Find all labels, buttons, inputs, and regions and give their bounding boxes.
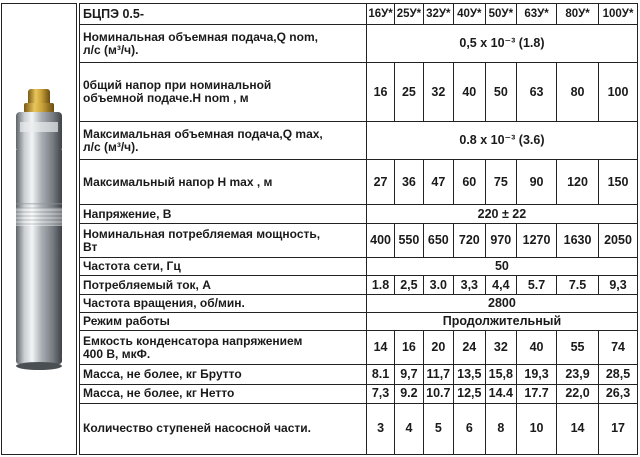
shared-value: 0,5 x 10⁻³ (1.8) xyxy=(366,25,637,63)
row-power xyxy=(80,224,638,258)
row-label xyxy=(80,25,367,63)
cell-value: 11,7 xyxy=(423,365,453,384)
table-title: БЦПЭ 0.5- xyxy=(80,4,367,25)
cell-value: 3,3 xyxy=(454,276,486,294)
row-mass-net xyxy=(80,384,638,403)
cell-value: 22,0 xyxy=(557,384,599,403)
row-label: Масса, не более, кг Нетто xyxy=(80,384,367,403)
cell-value: 150 xyxy=(599,160,638,205)
row-label: Количество ступеней насосной части. xyxy=(80,403,367,454)
cell-value: 5 xyxy=(423,403,453,454)
cell-value: 100 xyxy=(599,63,638,122)
cell-value: 40 xyxy=(517,331,557,365)
cell-value: 3.0 xyxy=(423,276,453,294)
cell-value: 4 xyxy=(395,403,423,454)
cell-value: 74 xyxy=(599,331,638,365)
cell-value: 63 xyxy=(517,63,557,122)
cell-value: 23,9 xyxy=(557,365,599,384)
row-label: Частота сети, Гц xyxy=(80,258,367,276)
cell-value: 9,7 xyxy=(395,365,423,384)
row-nominal-flow xyxy=(80,25,638,63)
cell-value: 14.4 xyxy=(485,384,517,403)
cell-value: 9,3 xyxy=(599,276,638,294)
cell-value: 1.8 xyxy=(366,276,394,294)
cell-value: 2050 xyxy=(599,224,638,258)
cell-value: 55 xyxy=(557,331,599,365)
label-line: л/с (м³/ч). xyxy=(83,139,139,154)
cell-value: 17.7 xyxy=(517,384,557,403)
label-line: Вт xyxy=(83,239,98,254)
cell-value: 8 xyxy=(485,403,517,454)
cell-value: 1270 xyxy=(517,224,557,258)
cell-value: 25 xyxy=(395,63,423,122)
cell-value: 3 xyxy=(366,403,394,454)
cell-value: 400 xyxy=(366,224,394,258)
cell-value: 8.1 xyxy=(366,365,394,384)
row-mass-gross xyxy=(80,365,638,384)
model-header: 100У* xyxy=(599,4,638,25)
row-label xyxy=(80,224,367,258)
model-header: 25У* xyxy=(395,4,423,25)
row-label xyxy=(80,63,367,122)
row-label: Частота вращения, об/мин. xyxy=(80,294,367,312)
cell-value: 16 xyxy=(395,331,423,365)
label-line: Номинальная потребляемая мощность, xyxy=(83,226,321,241)
cell-value: 10.7 xyxy=(423,384,453,403)
cell-value: 16 xyxy=(366,63,394,122)
cell-value: 1630 xyxy=(557,224,599,258)
cell-value: 26,3 xyxy=(599,384,638,403)
cell-value: 4,4 xyxy=(485,276,517,294)
label-line: 400 В, мкФ. xyxy=(83,346,151,361)
cell-value: 14 xyxy=(366,331,394,365)
shared-value: 50 xyxy=(366,258,637,276)
model-header: 80У* xyxy=(557,4,599,25)
row-capacitor xyxy=(80,331,638,365)
cell-value: 28,5 xyxy=(599,365,638,384)
cell-value: 650 xyxy=(423,224,453,258)
row-stages xyxy=(80,403,638,454)
row-head-nominal xyxy=(80,63,638,122)
pump-photo-cell xyxy=(1,3,77,455)
cell-value: 970 xyxy=(485,224,517,258)
model-header: 63У* xyxy=(517,4,557,25)
model-header: 50У* xyxy=(485,4,517,25)
label-line: Емкость конденсатора напряжением xyxy=(83,333,303,348)
pump-image xyxy=(2,4,78,456)
cell-value: 10 xyxy=(517,403,557,454)
shared-value: 0.8 x 10⁻³ (3.6) xyxy=(366,122,637,160)
shared-value: 2800 xyxy=(366,294,637,312)
row-label: Максимальный напор H max , м xyxy=(80,160,367,205)
cell-value: 36 xyxy=(395,160,423,205)
shared-value: 220 ± 22 xyxy=(366,204,637,223)
cell-value: 19,3 xyxy=(517,365,557,384)
label-line: Номинальная объемная подача,Q nom, xyxy=(83,29,318,44)
row-rotation xyxy=(80,294,638,312)
cell-value: 5.7 xyxy=(517,276,557,294)
cell-value: 24 xyxy=(454,331,486,365)
cell-value: 12,5 xyxy=(454,384,486,403)
cell-value: 7.5 xyxy=(557,276,599,294)
header-row xyxy=(80,4,638,25)
cell-value: 720 xyxy=(454,224,486,258)
row-frequency xyxy=(80,258,638,276)
row-label xyxy=(80,122,367,160)
row-max-head xyxy=(80,160,638,205)
cell-value: 14 xyxy=(557,403,599,454)
label-line: л/с (м³/ч). xyxy=(83,42,139,57)
cell-value: 27 xyxy=(366,160,394,205)
pump-illustration xyxy=(16,89,62,370)
row-voltage xyxy=(80,204,638,223)
cell-value: 60 xyxy=(454,160,486,205)
cell-value: 17 xyxy=(599,403,638,454)
cell-value: 47 xyxy=(423,160,453,205)
row-label: Напряжение, В xyxy=(80,204,367,223)
label-line: 0бщий напор при номинальной xyxy=(83,78,272,93)
row-label: Потребляемый ток, А xyxy=(80,276,367,294)
model-header: 40У* xyxy=(454,4,486,25)
row-label: Режим работы xyxy=(80,313,367,331)
cell-value: 40 xyxy=(454,63,486,122)
cell-value: 6 xyxy=(454,403,486,454)
row-label: Масса, не более, кг Брутто xyxy=(80,365,367,384)
specs-table xyxy=(79,3,638,455)
row-mode xyxy=(80,313,638,331)
row-label xyxy=(80,331,367,365)
cell-value: 120 xyxy=(557,160,599,205)
row-max-flow xyxy=(80,122,638,160)
cell-value: 550 xyxy=(395,224,423,258)
cell-value: 32 xyxy=(423,63,453,122)
model-header: 32У* xyxy=(423,4,453,25)
cell-value: 32 xyxy=(485,331,517,365)
model-header: 16У* xyxy=(366,4,394,25)
cell-value: 7,3 xyxy=(366,384,394,403)
label-line: Максимальная объемная подача,Q max, xyxy=(83,126,323,141)
shared-value: Продолжительный xyxy=(366,313,637,331)
cell-value: 9.2 xyxy=(395,384,423,403)
cell-value: 20 xyxy=(423,331,453,365)
label-line: объемной подаче.H nom , м xyxy=(83,91,249,106)
cell-value: 50 xyxy=(485,63,517,122)
cell-value: 15,8 xyxy=(485,365,517,384)
row-current xyxy=(80,276,638,294)
cell-value: 75 xyxy=(485,160,517,205)
cell-value: 13,5 xyxy=(454,365,486,384)
cell-value: 90 xyxy=(517,160,557,205)
cell-value: 2,5 xyxy=(395,276,423,294)
cell-value: 80 xyxy=(557,63,599,122)
